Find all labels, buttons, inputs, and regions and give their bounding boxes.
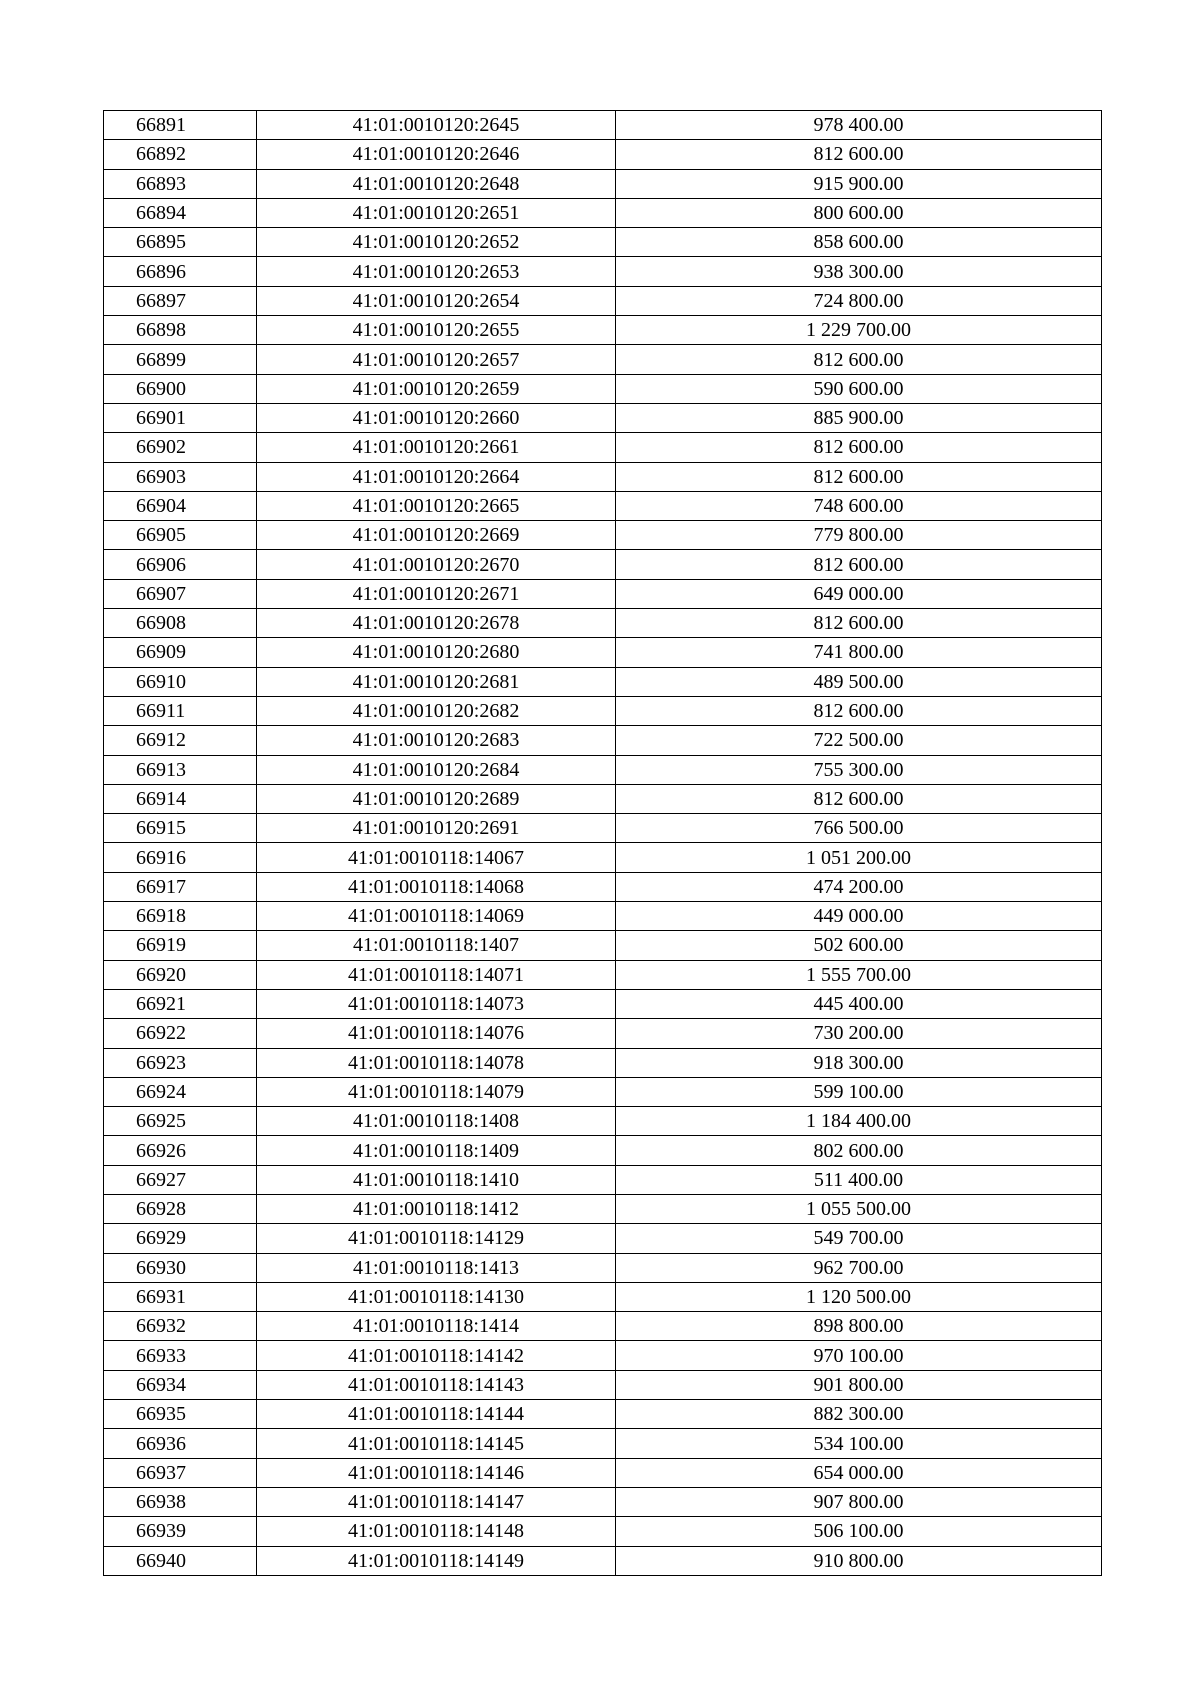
cadastral-value-cell: 812 600.00	[616, 345, 1102, 374]
cadastral-number-cell: 41:01:0010118:14146	[257, 1458, 616, 1487]
table-row	[104, 1370, 1102, 1399]
cadastral-value-cell: 970 100.00	[616, 1341, 1102, 1370]
cadastral-number-cell: 41:01:0010118:14067	[257, 843, 616, 872]
table-row	[104, 902, 1102, 931]
cadastral-value-cell: 489 500.00	[616, 667, 1102, 696]
table-row	[104, 667, 1102, 696]
cadastral-number-cell: 41:01:0010120:2655	[257, 316, 616, 345]
cadastral-number-cell: 41:01:0010120:2684	[257, 755, 616, 784]
cadastral-number-cell: 41:01:0010120:2659	[257, 374, 616, 403]
row-number-cell: 66929	[104, 1224, 257, 1253]
cadastral-value-cell: 812 600.00	[616, 784, 1102, 813]
row-number-cell: 66910	[104, 667, 257, 696]
table-row	[104, 726, 1102, 755]
cadastral-number-cell: 41:01:0010118:1410	[257, 1165, 616, 1194]
table-row	[104, 345, 1102, 374]
cadastral-value-cell: 800 600.00	[616, 198, 1102, 227]
cadastral-number-cell: 41:01:0010120:2645	[257, 111, 616, 140]
row-number-cell: 66895	[104, 228, 257, 257]
table-row	[104, 257, 1102, 286]
cadastral-number-cell: 41:01:0010118:14148	[257, 1517, 616, 1546]
table-row	[104, 872, 1102, 901]
table-row	[104, 609, 1102, 638]
table-row	[104, 1224, 1102, 1253]
table-row	[104, 579, 1102, 608]
cadastral-value-cell: 898 800.00	[616, 1312, 1102, 1341]
row-number-cell: 66898	[104, 316, 257, 345]
cadastral-value-cell: 1 555 700.00	[616, 960, 1102, 989]
table-row	[104, 462, 1102, 491]
row-number-cell: 66936	[104, 1429, 257, 1458]
cadastral-value-cell: 590 600.00	[616, 374, 1102, 403]
row-number-cell: 66896	[104, 257, 257, 286]
row-number-cell: 66900	[104, 374, 257, 403]
cadastral-value-cell: 907 800.00	[616, 1487, 1102, 1516]
table-row	[104, 1165, 1102, 1194]
cadastral-number-cell: 41:01:0010120:2664	[257, 462, 616, 491]
table-row	[104, 989, 1102, 1018]
row-number-cell: 66940	[104, 1546, 257, 1575]
cadastral-value-cell: 1 120 500.00	[616, 1282, 1102, 1311]
cadastral-value-cell: 1 229 700.00	[616, 316, 1102, 345]
table-row	[104, 1282, 1102, 1311]
cadastral-value-cell: 722 500.00	[616, 726, 1102, 755]
row-number-cell: 66922	[104, 1019, 257, 1048]
row-number-cell: 66901	[104, 403, 257, 432]
cadastral-number-cell: 41:01:0010120:2654	[257, 286, 616, 315]
cadastral-value-cell: 812 600.00	[616, 140, 1102, 169]
table-row	[104, 1048, 1102, 1077]
cadastral-value-cell: 748 600.00	[616, 491, 1102, 520]
cadastral-value-cell: 445 400.00	[616, 989, 1102, 1018]
cadastral-number-cell: 41:01:0010118:14129	[257, 1224, 616, 1253]
table-row	[104, 521, 1102, 550]
row-number-cell: 66904	[104, 491, 257, 520]
row-number-cell: 66913	[104, 755, 257, 784]
cadastral-value-cell: 649 000.00	[616, 579, 1102, 608]
cadastral-number-cell: 41:01:0010118:1414	[257, 1312, 616, 1341]
table-row	[104, 960, 1102, 989]
row-number-cell: 66927	[104, 1165, 257, 1194]
cadastral-number-cell: 41:01:0010120:2689	[257, 784, 616, 813]
row-number-cell: 66892	[104, 140, 257, 169]
row-number-cell: 66891	[104, 111, 257, 140]
row-number-cell: 66934	[104, 1370, 257, 1399]
cadastral-value-table	[103, 110, 1102, 1576]
table-body	[104, 111, 1102, 1576]
row-number-cell: 66918	[104, 902, 257, 931]
cadastral-value-cell: 910 800.00	[616, 1546, 1102, 1575]
cadastral-number-cell: 41:01:0010120:2678	[257, 609, 616, 638]
cadastral-number-cell: 41:01:0010118:14130	[257, 1282, 616, 1311]
table-row	[104, 931, 1102, 960]
row-number-cell: 66926	[104, 1136, 257, 1165]
cadastral-value-cell: 549 700.00	[616, 1224, 1102, 1253]
cadastral-value-cell: 858 600.00	[616, 228, 1102, 257]
cadastral-value-cell: 766 500.00	[616, 814, 1102, 843]
cadastral-value-cell: 724 800.00	[616, 286, 1102, 315]
row-number-cell: 66928	[104, 1194, 257, 1223]
cadastral-value-cell: 741 800.00	[616, 638, 1102, 667]
cadastral-value-cell: 1 055 500.00	[616, 1194, 1102, 1223]
table-row	[104, 140, 1102, 169]
cadastral-value-cell: 812 600.00	[616, 462, 1102, 491]
cadastral-number-cell: 41:01:0010120:2665	[257, 491, 616, 520]
cadastral-number-cell: 41:01:0010118:1412	[257, 1194, 616, 1223]
cadastral-number-cell: 41:01:0010120:2681	[257, 667, 616, 696]
cadastral-number-cell: 41:01:0010120:2683	[257, 726, 616, 755]
cadastral-number-cell: 41:01:0010118:14071	[257, 960, 616, 989]
table-row	[104, 374, 1102, 403]
row-number-cell: 66938	[104, 1487, 257, 1516]
row-number-cell: 66903	[104, 462, 257, 491]
row-number-cell: 66893	[104, 169, 257, 198]
cadastral-value-cell: 915 900.00	[616, 169, 1102, 198]
cadastral-number-cell: 41:01:0010118:1413	[257, 1253, 616, 1282]
cadastral-number-cell: 41:01:0010118:1408	[257, 1107, 616, 1136]
cadastral-number-cell: 41:01:0010120:2682	[257, 696, 616, 725]
cadastral-number-cell: 41:01:0010118:14068	[257, 872, 616, 901]
table-row	[104, 1077, 1102, 1106]
cadastral-value-cell: 802 600.00	[616, 1136, 1102, 1165]
row-number-cell: 66894	[104, 198, 257, 227]
cadastral-number-cell: 41:01:0010120:2646	[257, 140, 616, 169]
cadastral-number-cell: 41:01:0010118:14149	[257, 1546, 616, 1575]
cadastral-number-cell: 41:01:0010120:2691	[257, 814, 616, 843]
table-row	[104, 696, 1102, 725]
row-number-cell: 66914	[104, 784, 257, 813]
cadastral-number-cell: 41:01:0010118:14147	[257, 1487, 616, 1516]
cadastral-value-cell: 474 200.00	[616, 872, 1102, 901]
cadastral-number-cell: 41:01:0010118:14078	[257, 1048, 616, 1077]
table-row	[104, 1136, 1102, 1165]
table-row	[104, 1341, 1102, 1370]
cadastral-value-cell: 885 900.00	[616, 403, 1102, 432]
cadastral-value-cell: 812 600.00	[616, 433, 1102, 462]
cadastral-number-cell: 41:01:0010120:2661	[257, 433, 616, 462]
cadastral-value-cell: 978 400.00	[616, 111, 1102, 140]
table-row	[104, 755, 1102, 784]
table-row	[104, 1546, 1102, 1575]
cadastral-number-cell: 41:01:0010118:1407	[257, 931, 616, 960]
row-number-cell: 66921	[104, 989, 257, 1018]
row-number-cell: 66908	[104, 609, 257, 638]
row-number-cell: 66899	[104, 345, 257, 374]
table-row	[104, 228, 1102, 257]
cadastral-number-cell: 41:01:0010120:2657	[257, 345, 616, 374]
row-number-cell: 66917	[104, 872, 257, 901]
cadastral-value-cell: 502 600.00	[616, 931, 1102, 960]
cadastral-number-cell: 41:01:0010120:2669	[257, 521, 616, 550]
table-row	[104, 403, 1102, 432]
row-number-cell: 66912	[104, 726, 257, 755]
table-row	[104, 1019, 1102, 1048]
cadastral-value-cell: 812 600.00	[616, 550, 1102, 579]
cadastral-value-cell: 730 200.00	[616, 1019, 1102, 1048]
cadastral-number-cell: 41:01:0010120:2660	[257, 403, 616, 432]
table-row	[104, 814, 1102, 843]
cadastral-value-cell: 511 400.00	[616, 1165, 1102, 1194]
cadastral-value-cell: 755 300.00	[616, 755, 1102, 784]
table-row	[104, 1429, 1102, 1458]
cadastral-number-cell: 41:01:0010120:2652	[257, 228, 616, 257]
cadastral-value-cell: 938 300.00	[616, 257, 1102, 286]
table-row	[104, 1194, 1102, 1223]
table-row	[104, 111, 1102, 140]
cadastral-number-cell: 41:01:0010118:14142	[257, 1341, 616, 1370]
row-number-cell: 66920	[104, 960, 257, 989]
row-number-cell: 66911	[104, 696, 257, 725]
cadastral-number-cell: 41:01:0010118:14076	[257, 1019, 616, 1048]
table-row	[104, 843, 1102, 872]
cadastral-value-cell: 449 000.00	[616, 902, 1102, 931]
table-row	[104, 1107, 1102, 1136]
row-number-cell: 66924	[104, 1077, 257, 1106]
cadastral-number-cell: 41:01:0010120:2670	[257, 550, 616, 579]
row-number-cell: 66937	[104, 1458, 257, 1487]
cadastral-number-cell: 41:01:0010120:2653	[257, 257, 616, 286]
row-number-cell: 66907	[104, 579, 257, 608]
cadastral-value-cell: 882 300.00	[616, 1400, 1102, 1429]
row-number-cell: 66906	[104, 550, 257, 579]
cadastral-value-cell: 654 000.00	[616, 1458, 1102, 1487]
cadastral-value-cell: 779 800.00	[616, 521, 1102, 550]
row-number-cell: 66916	[104, 843, 257, 872]
row-number-cell: 66915	[104, 814, 257, 843]
table-row	[104, 1400, 1102, 1429]
table-row	[104, 1517, 1102, 1546]
table-row	[104, 198, 1102, 227]
table-row	[104, 638, 1102, 667]
table-row	[104, 316, 1102, 345]
cadastral-number-cell: 41:01:0010120:2680	[257, 638, 616, 667]
row-number-cell: 66925	[104, 1107, 257, 1136]
table-row	[104, 433, 1102, 462]
cadastral-value-cell: 506 100.00	[616, 1517, 1102, 1546]
table-row	[104, 1458, 1102, 1487]
cadastral-value-cell: 812 600.00	[616, 609, 1102, 638]
cadastral-number-cell: 41:01:0010118:14069	[257, 902, 616, 931]
cadastral-number-cell: 41:01:0010118:14073	[257, 989, 616, 1018]
cadastral-value-cell: 962 700.00	[616, 1253, 1102, 1282]
cadastral-value-cell: 1 051 200.00	[616, 843, 1102, 872]
row-number-cell: 66930	[104, 1253, 257, 1282]
row-number-cell: 66897	[104, 286, 257, 315]
cadastral-value-cell: 918 300.00	[616, 1048, 1102, 1077]
cadastral-number-cell: 41:01:0010118:14143	[257, 1370, 616, 1399]
row-number-cell: 66939	[104, 1517, 257, 1546]
cadastral-number-cell: 41:01:0010118:14144	[257, 1400, 616, 1429]
cadastral-number-cell: 41:01:0010118:14079	[257, 1077, 616, 1106]
row-number-cell: 66919	[104, 931, 257, 960]
table-row	[104, 1487, 1102, 1516]
cadastral-number-cell: 41:01:0010118:14145	[257, 1429, 616, 1458]
cadastral-value-cell: 1 184 400.00	[616, 1107, 1102, 1136]
table-row	[104, 169, 1102, 198]
row-number-cell: 66905	[104, 521, 257, 550]
row-number-cell: 66902	[104, 433, 257, 462]
row-number-cell: 66931	[104, 1282, 257, 1311]
row-number-cell: 66933	[104, 1341, 257, 1370]
row-number-cell: 66909	[104, 638, 257, 667]
cadastral-number-cell: 41:01:0010120:2651	[257, 198, 616, 227]
table-row	[104, 550, 1102, 579]
cadastral-value-cell: 812 600.00	[616, 696, 1102, 725]
table-row	[104, 1253, 1102, 1282]
table-row	[104, 286, 1102, 315]
cadastral-value-cell: 901 800.00	[616, 1370, 1102, 1399]
cadastral-number-cell: 41:01:0010120:2671	[257, 579, 616, 608]
cadastral-number-cell: 41:01:0010120:2648	[257, 169, 616, 198]
row-number-cell: 66932	[104, 1312, 257, 1341]
row-number-cell: 66935	[104, 1400, 257, 1429]
table-row	[104, 491, 1102, 520]
table-row	[104, 784, 1102, 813]
table-row	[104, 1312, 1102, 1341]
cadastral-number-cell: 41:01:0010118:1409	[257, 1136, 616, 1165]
row-number-cell: 66923	[104, 1048, 257, 1077]
cadastral-value-cell: 599 100.00	[616, 1077, 1102, 1106]
cadastral-value-cell: 534 100.00	[616, 1429, 1102, 1458]
